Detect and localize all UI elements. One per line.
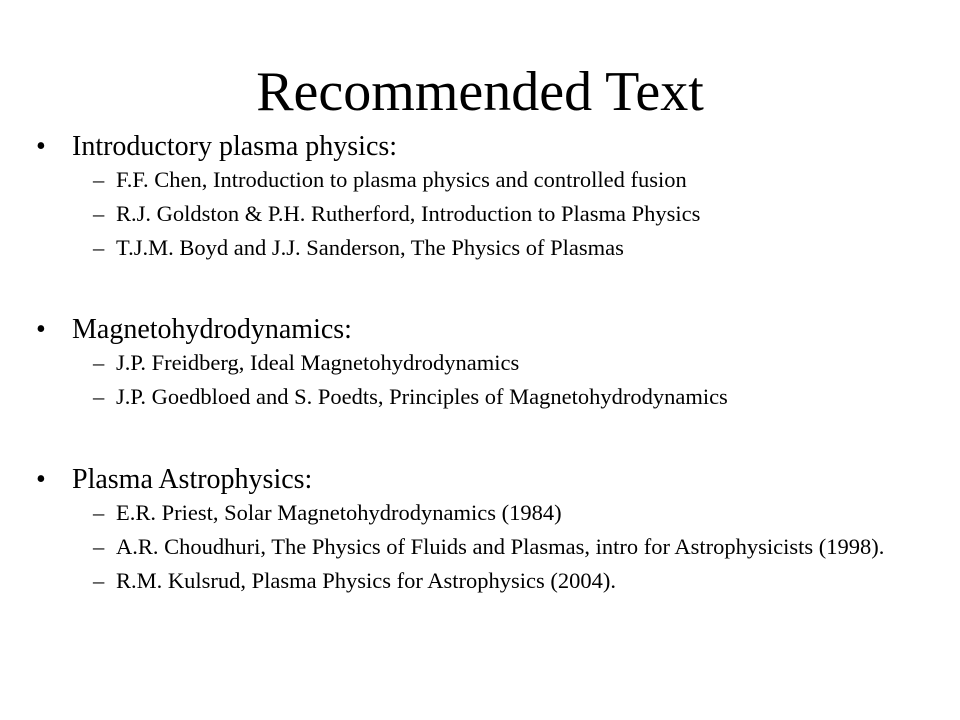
bullet-heading [36, 460, 936, 500]
reference-text: E.R. Priest, Solar Magnetohydrodynamics (1984) [116, 500, 562, 525]
reference-text: A.R. Choudhuri, The Physics of Fluids and Plasmas, intro for Astrophysicists (1998). [116, 534, 885, 559]
bullet-heading [36, 310, 936, 350]
bullet-icon: • [36, 314, 46, 345]
bullet-icon: • [36, 131, 46, 162]
reference-text: R.M. Kulsrud, Plasma Physics for Astrophysics (2004). [116, 568, 616, 593]
reference-item [36, 201, 936, 227]
dash-icon: – [93, 384, 105, 409]
reference-list [36, 500, 936, 594]
reference-text: T.J.M. Boyd and J.J. Sanderson, The Physics of Plasmas [116, 235, 624, 260]
reference-item [36, 235, 936, 261]
reference-list [36, 350, 936, 410]
dash-icon: – [93, 201, 105, 226]
section-heading: Magnetohydrodynamics: [72, 314, 352, 345]
dash-icon: – [93, 568, 105, 593]
reference-text: J.P. Goedbloed and S. Poedts, Principles of Magnetohydrodynamics [116, 384, 728, 409]
reference-text: R.J. Goldston & P.H. Rutherford, Introduction to Plasma Physics [116, 201, 701, 226]
reference-item [36, 568, 936, 594]
section-heading: Plasma Astrophysics: [72, 464, 313, 495]
section-magnetohydrodynamics [36, 310, 936, 418]
reference-item [36, 384, 936, 410]
reference-item [36, 350, 936, 376]
dash-icon: – [93, 350, 105, 375]
slide-title: Recommended Text [256, 61, 704, 123]
reference-list [36, 167, 936, 261]
bullet-icon: • [36, 464, 46, 495]
dash-icon: – [93, 534, 105, 559]
dash-icon: – [93, 167, 105, 192]
reference-item [36, 167, 936, 193]
bullet-heading [36, 127, 936, 167]
reference-text: F.F. Chen, Introduction to plasma physics and controlled fusion [116, 167, 687, 192]
section-plasma-astrophysics [36, 460, 936, 602]
reference-item [36, 500, 936, 526]
reference-item [36, 534, 936, 560]
section-introductory-plasma-physics [36, 127, 936, 269]
dash-icon: – [93, 235, 105, 260]
dash-icon: – [93, 500, 105, 525]
reference-text: J.P. Freidberg, Ideal Magnetohydrodynamics [116, 350, 520, 375]
section-heading: Introductory plasma physics: [72, 131, 398, 162]
